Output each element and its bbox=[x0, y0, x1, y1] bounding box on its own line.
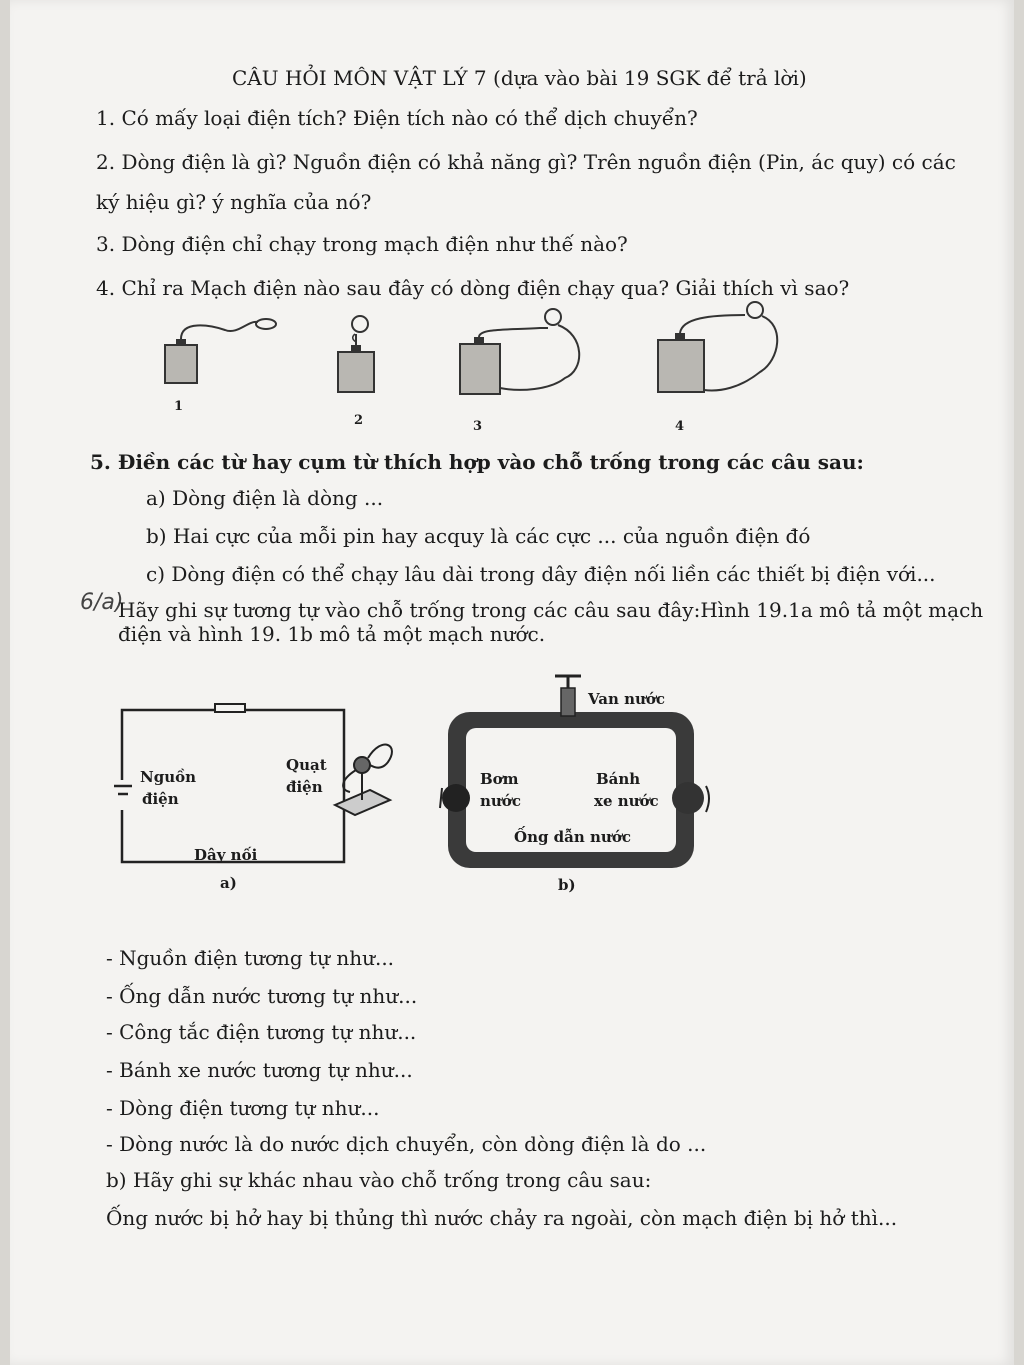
pipe-label: Ống dẫn nước bbox=[514, 828, 631, 846]
figure-b-caption: b) bbox=[558, 876, 576, 894]
circuit-3-label: 3 bbox=[473, 419, 483, 434]
wheel-label-1: Bánh bbox=[596, 770, 641, 788]
analogy-4: - Bánh xe nước tương tự như... bbox=[106, 1058, 413, 1082]
fan-label-1: Quạt bbox=[286, 756, 327, 774]
question-2-line-1: 2. Dòng điện là gì? Nguồn điện có khả năng gì? Trên nguồn điện (Pin, ác quy) có các bbox=[96, 150, 956, 174]
analogy-6: - Dòng nước là do nước dịch chuyển, còn dòng điện là do ... bbox=[106, 1132, 707, 1156]
water-wheel-icon bbox=[672, 782, 704, 814]
page-title: CÂU HỎI MÔN VẬT LÝ 7 (dựa vào bài 19 SGK để trả lời) bbox=[232, 66, 807, 90]
figure-a-caption: a) bbox=[220, 874, 237, 892]
figure-b-water-circuit bbox=[10, 0, 1014, 900]
question-6-line-1: Hãy ghi sự tương tự vào chỗ trống trong các câu sau đây:Hình 19.1a mô tả một mạch bbox=[118, 598, 984, 622]
valve-icon bbox=[555, 676, 581, 716]
circuit-2-label: 2 bbox=[354, 413, 364, 428]
circuit-1-label: 1 bbox=[174, 399, 184, 414]
part-b-text: Ống nước bị hở hay bị thủng thì nước chảy ra ngoài, còn mạch điện bị hở thì... bbox=[106, 1206, 898, 1230]
question-6-line-2: điện và hình 19. 1b mô tả một mạch nước. bbox=[118, 622, 546, 646]
valve-label: Van nước bbox=[588, 690, 666, 708]
part-b-instruction: b) Hãy ghi sự khác nhau vào chỗ trống trong câu sau: bbox=[106, 1168, 652, 1192]
question-5b: b) Hai cực của mỗi pin hay acquy là các cực ... của nguồn điện đó bbox=[146, 524, 811, 548]
wire-label: Dây nối bbox=[194, 846, 258, 864]
fan-label-2: điện bbox=[286, 778, 323, 796]
pump-label-2: nước bbox=[480, 792, 521, 810]
pump-label-1: Bơm bbox=[480, 770, 519, 788]
pump-icon bbox=[442, 784, 470, 812]
analogy-3: - Công tắc điện tương tự như... bbox=[106, 1020, 417, 1044]
analogy-1: - Nguồn điện tương tự như... bbox=[106, 946, 395, 970]
analogy-5: - Dòng điện tương tự như... bbox=[106, 1096, 380, 1120]
question-2-line-2: ký hiệu gì? ý nghĩa của nó? bbox=[96, 190, 372, 214]
question-4: 4. Chỉ ra Mạch điện nào sau đây có dòng điện chạy qua? Giải thích vì sao? bbox=[96, 276, 850, 300]
worksheet-page bbox=[10, 0, 1014, 1365]
question-5: 5. Điền các từ hay cụm từ thích hợp vào chỗ trống trong các câu sau: bbox=[90, 450, 864, 474]
question-5c: c) Dòng điện có thể chạy lâu dài trong dây điện nối liền các thiết bị điện với... bbox=[146, 562, 936, 586]
analogy-2: - Ống dẫn nước tương tự như... bbox=[106, 984, 418, 1008]
source-label-1: Nguồn bbox=[140, 768, 197, 786]
source-label-2: điện bbox=[142, 790, 179, 808]
handwritten-note: 6/a) bbox=[80, 590, 124, 615]
circuit-4-label: 4 bbox=[675, 419, 685, 434]
question-5a: a) Dòng điện là dòng ... bbox=[146, 486, 384, 510]
question-3: 3. Dòng điện chỉ chạy trong mạch điện như thế nào? bbox=[96, 232, 628, 256]
question-1: 1. Có mấy loại điện tích? Điện tích nào có thể dịch chuyển? bbox=[96, 106, 698, 130]
wheel-label-2: xe nước bbox=[594, 792, 659, 810]
